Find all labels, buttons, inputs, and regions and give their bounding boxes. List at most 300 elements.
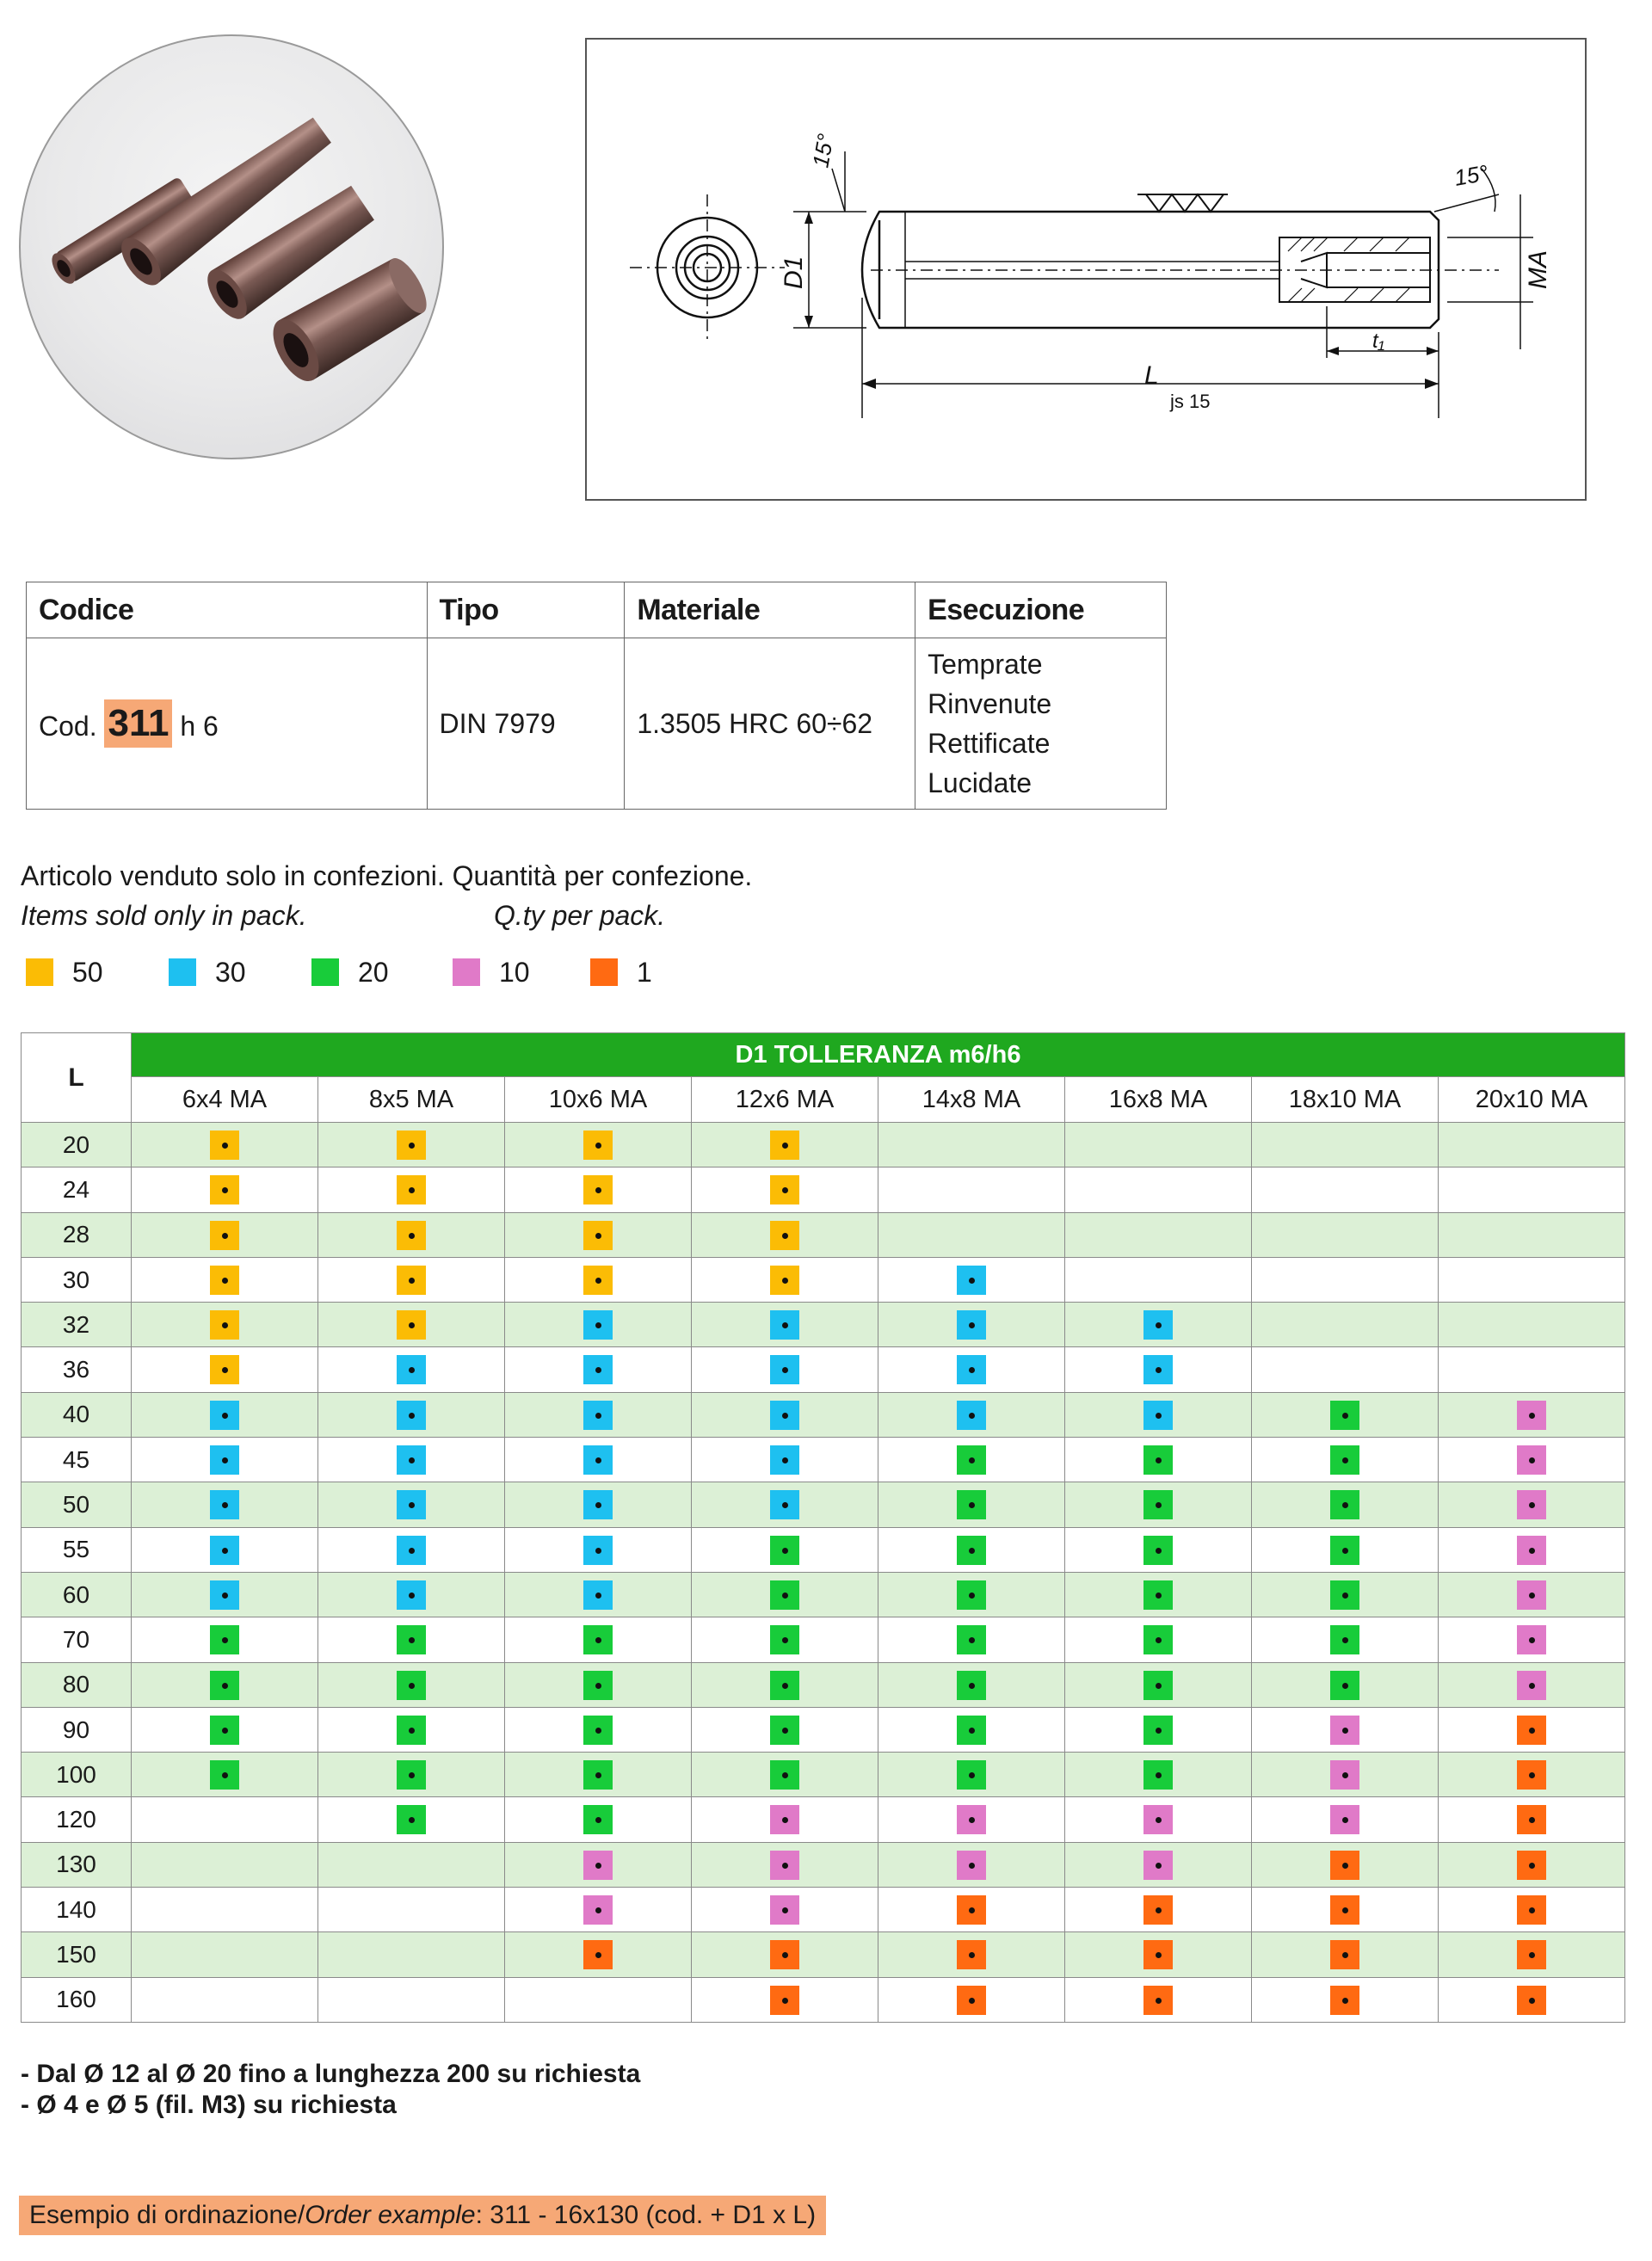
- availability-marker: [1517, 1805, 1546, 1834]
- size-column-header: 12x6 MA: [692, 1077, 878, 1123]
- availability-marker: [1517, 1445, 1546, 1475]
- availability-cell: [1439, 1753, 1625, 1797]
- availability-marker: [1517, 1536, 1546, 1565]
- availability-cell: [318, 1257, 505, 1302]
- availability-cell: [505, 1842, 692, 1887]
- availability-cell: [318, 1888, 505, 1932]
- spec-header-tipo: Tipo: [427, 582, 625, 638]
- availability-cell: [505, 1753, 692, 1797]
- legend-swatch-green: [311, 958, 339, 986]
- spec-header-row: [27, 582, 1167, 638]
- availability-marker: [397, 1221, 426, 1250]
- availability-marker: [1517, 1580, 1546, 1610]
- availability-marker: [770, 1716, 799, 1745]
- availability-cell: [692, 1167, 878, 1212]
- availability-marker: [583, 1536, 613, 1565]
- availability-marker: [770, 1445, 799, 1475]
- availability-body: [22, 1123, 1625, 2023]
- availability-cell: [1439, 1392, 1625, 1437]
- availability-marker: [210, 1175, 239, 1204]
- availability-cell: [1252, 1482, 1439, 1527]
- availability-marker: [770, 1671, 799, 1700]
- spec-header-esecuzione: Esecuzione: [915, 582, 1167, 638]
- length-cell: 80: [22, 1662, 132, 1707]
- availability-marker: [957, 1401, 986, 1430]
- size-column-header: 20x10 MA: [1439, 1077, 1625, 1123]
- availability-marker: [1517, 1760, 1546, 1790]
- technical-drawing: [585, 38, 1587, 501]
- availability-cell: [1065, 1932, 1252, 1977]
- availability-cell: [1252, 1932, 1439, 1977]
- footnote-small-diameters: - Ø 4 e Ø 5 (fil. M3) su richiesta: [21, 2091, 397, 2119]
- availability-marker: [957, 1940, 986, 1969]
- length-cell: 160: [22, 1977, 132, 2022]
- availability-marker: [583, 1625, 613, 1654]
- availability-cell: [1065, 1167, 1252, 1212]
- availability-cell: [132, 1212, 318, 1257]
- availability-marker: [397, 1130, 426, 1160]
- availability-cell: [318, 1662, 505, 1707]
- legend-swatch-blue: [169, 958, 196, 986]
- availability-cell: [1439, 1662, 1625, 1707]
- availability-cell: [505, 1932, 692, 1977]
- legend-label: 50: [72, 956, 103, 988]
- availability-marker: [1143, 1625, 1173, 1654]
- availability-marker: [210, 1760, 239, 1790]
- availability-cell: [132, 1707, 318, 1752]
- availability-marker: [397, 1490, 426, 1519]
- spec-esecuzione-cell: [915, 638, 1167, 810]
- availability-marker: [397, 1805, 426, 1834]
- availability-marker: [583, 1130, 613, 1160]
- availability-marker: [770, 1130, 799, 1160]
- availability-cell: [878, 1842, 1065, 1887]
- availability-cell: [692, 1482, 878, 1527]
- availability-marker: [583, 1716, 613, 1745]
- availability-cell: [1065, 1617, 1252, 1662]
- availability-cell: [1065, 1662, 1252, 1707]
- availability-marker: [1517, 1940, 1546, 1969]
- availability-cell: [505, 1572, 692, 1617]
- availability-marker: [1517, 1895, 1546, 1925]
- availability-marker: [1330, 1940, 1359, 1969]
- table-row: [22, 1617, 1625, 1662]
- spec-header-materiale: Materiale: [625, 582, 915, 638]
- availability-cell: [1252, 1617, 1439, 1662]
- availability-marker: [583, 1490, 613, 1519]
- availability-marker: [583, 1221, 613, 1250]
- availability-cell: [692, 1527, 878, 1572]
- availability-cell: [318, 1438, 505, 1482]
- table-row: [22, 1527, 1625, 1572]
- availability-cell: [1252, 1167, 1439, 1212]
- availability-marker: [770, 1760, 799, 1790]
- availability-cell: [1065, 1977, 1252, 2022]
- availability-marker: [397, 1625, 426, 1654]
- availability-cell: [1065, 1347, 1252, 1392]
- availability-cell: [692, 1888, 878, 1932]
- availability-marker: [957, 1355, 986, 1384]
- availability-cell: [132, 1977, 318, 2022]
- availability-marker: [397, 1760, 426, 1790]
- availability-cell: [318, 1392, 505, 1437]
- availability-cell: [1439, 1347, 1625, 1392]
- pack-note-english-items: Items sold only in pack.: [21, 900, 307, 931]
- availability-marker: [210, 1625, 239, 1654]
- availability-cell: [318, 1212, 505, 1257]
- table-row: [22, 1888, 1625, 1932]
- availability-marker: [210, 1716, 239, 1745]
- availability-cell: [878, 1438, 1065, 1482]
- availability-cell: [318, 1482, 505, 1527]
- availability-cell: [505, 1617, 692, 1662]
- availability-marker: [770, 1986, 799, 2015]
- availability-cell: [692, 1662, 878, 1707]
- availability-cell: [132, 1842, 318, 1887]
- availability-cell: [878, 1662, 1065, 1707]
- availability-marker: [1143, 1716, 1173, 1745]
- availability-marker: [1330, 1986, 1359, 2015]
- availability-cell: [1439, 1617, 1625, 1662]
- availability-cell: [505, 1438, 692, 1482]
- availability-cell: [1252, 1707, 1439, 1752]
- availability-cell: [1252, 1842, 1439, 1887]
- availability-marker: [770, 1625, 799, 1654]
- availability-cell: [505, 1392, 692, 1437]
- size-column-header: 14x8 MA: [878, 1077, 1065, 1123]
- table-row: [22, 1167, 1625, 1212]
- spec-row: [27, 638, 1167, 810]
- availability-marker: [1330, 1580, 1359, 1610]
- availability-marker: [583, 1355, 613, 1384]
- length-cell: 32: [22, 1303, 132, 1347]
- availability-marker: [770, 1940, 799, 1969]
- legend-label: 20: [358, 956, 389, 988]
- availability-marker: [583, 1760, 613, 1790]
- availability-cell: [1439, 1977, 1625, 2022]
- availability-marker: [1330, 1536, 1359, 1565]
- table-row: [22, 1303, 1625, 1347]
- esecuzione-line: Rinvenute: [928, 688, 1052, 719]
- availability-cell: [1252, 1888, 1439, 1932]
- availability-marker: [1143, 1986, 1173, 2015]
- availability-marker: [1143, 1310, 1173, 1340]
- availability-cell: [318, 1167, 505, 1212]
- availability-cell: [318, 1123, 505, 1167]
- table-row: [22, 1842, 1625, 1887]
- availability-marker: [1143, 1580, 1173, 1610]
- availability-cell: [1065, 1212, 1252, 1257]
- legend-label: 30: [215, 956, 246, 988]
- availability-marker: [770, 1580, 799, 1610]
- availability-cell: [692, 1753, 878, 1797]
- availability-cell: [1439, 1888, 1625, 1932]
- availability-marker: [957, 1805, 986, 1834]
- spec-materiale-cell: 1.3505 HRC 60÷62: [625, 638, 915, 810]
- availability-marker: [957, 1625, 986, 1654]
- availability-cell: [132, 1753, 318, 1797]
- spec-table: [26, 582, 1167, 810]
- availability-cell: [1065, 1123, 1252, 1167]
- pack-note-italian: Articolo venduto solo in confezioni. Quantità per confezione.: [21, 860, 753, 891]
- order-example: [19, 2196, 826, 2235]
- availability-cell: [1065, 1303, 1252, 1347]
- l-tolerance-label: js 15: [1170, 391, 1211, 412]
- availability-marker: [1330, 1895, 1359, 1925]
- availability-marker: [210, 1310, 239, 1340]
- size-column-header: 10x6 MA: [505, 1077, 692, 1123]
- availability-cell: [132, 1347, 318, 1392]
- length-cell: 28: [22, 1212, 132, 1257]
- table-row: [22, 1707, 1625, 1752]
- availability-cell: [878, 1123, 1065, 1167]
- length-cell: 30: [22, 1257, 132, 1302]
- length-cell: 130: [22, 1842, 132, 1887]
- availability-cell: [878, 1167, 1065, 1212]
- d1-tolerance-header: D1 TOLLERANZA m6/h6: [132, 1033, 1625, 1077]
- availability-cell: [1065, 1842, 1252, 1887]
- availability-cell: [1065, 1482, 1252, 1527]
- availability-cell: [1065, 1797, 1252, 1842]
- availability-marker: [1517, 1671, 1546, 1700]
- availability-cell: [132, 1392, 318, 1437]
- availability-marker: [1517, 1625, 1546, 1654]
- availability-cell: [1439, 1527, 1625, 1572]
- availability-cell: [318, 1753, 505, 1797]
- availability-marker: [583, 1851, 613, 1880]
- availability-marker: [210, 1671, 239, 1700]
- availability-cell: [1439, 1842, 1625, 1887]
- legend-item: [311, 955, 389, 989]
- length-cell: 120: [22, 1797, 132, 1842]
- order-label-it: Esempio di ordinazione/: [29, 2201, 305, 2229]
- availability-marker: [1143, 1760, 1173, 1790]
- availability-cell: [505, 1662, 692, 1707]
- availability-marker: [210, 1266, 239, 1295]
- availability-cell: [878, 1303, 1065, 1347]
- availability-cell: [1065, 1888, 1252, 1932]
- availability-marker: [957, 1671, 986, 1700]
- length-cell: 55: [22, 1527, 132, 1572]
- availability-cell: [1065, 1572, 1252, 1617]
- availability-cell: [318, 1617, 505, 1662]
- taper-pins-image: [21, 36, 442, 458]
- availability-cell: [692, 1977, 878, 2022]
- order-label-en: Order example: [305, 2201, 476, 2229]
- availability-cell: [1252, 1212, 1439, 1257]
- availability-cell: [878, 1932, 1065, 1977]
- availability-marker: [1143, 1805, 1173, 1834]
- availability-marker: [770, 1401, 799, 1430]
- availability-marker: [1330, 1401, 1359, 1430]
- length-cell: 60: [22, 1572, 132, 1617]
- availability-cell: [1439, 1212, 1625, 1257]
- availability-cell: [132, 1932, 318, 1977]
- availability-cell: [1439, 1167, 1625, 1212]
- availability-cell: [1252, 1438, 1439, 1482]
- length-cell: 140: [22, 1888, 132, 1932]
- availability-marker: [1330, 1490, 1359, 1519]
- table-row: [22, 1662, 1625, 1707]
- availability-cell: [132, 1438, 318, 1482]
- availability-cell: [878, 1617, 1065, 1662]
- availability-marker: [397, 1310, 426, 1340]
- size-column-header: 6x4 MA: [132, 1077, 318, 1123]
- length-cell: 45: [22, 1438, 132, 1482]
- table-row: [22, 1572, 1625, 1617]
- availability-cell: [1439, 1303, 1625, 1347]
- availability-cell: [878, 1977, 1065, 2022]
- availability-marker: [957, 1536, 986, 1565]
- availability-cell: [505, 1977, 692, 2022]
- spec-header-codice: Codice: [27, 582, 428, 638]
- availability-cell: [132, 1797, 318, 1842]
- legend-item: [453, 955, 530, 989]
- availability-cell: [1439, 1932, 1625, 1977]
- availability-cell: [318, 1303, 505, 1347]
- availability-cell: [505, 1167, 692, 1212]
- legend-label: 1: [637, 956, 652, 988]
- footnote-sizes: - Dal Ø 12 al Ø 20 fino a lunghezza 200 su richiesta: [21, 2060, 641, 2088]
- availability-cell: [692, 1392, 878, 1437]
- availability-cell: [318, 1572, 505, 1617]
- availability-cell: [132, 1482, 318, 1527]
- availability-cell: [692, 1842, 878, 1887]
- code-number: 311: [104, 699, 172, 748]
- availability-cell: [505, 1123, 692, 1167]
- table-row: [22, 1212, 1625, 1257]
- length-cell: 90: [22, 1707, 132, 1752]
- availability-cell: [505, 1347, 692, 1392]
- legend-swatch-yellow: [26, 958, 53, 986]
- availability-cell: [505, 1303, 692, 1347]
- length-cell: 20: [22, 1123, 132, 1167]
- availability-cell: [692, 1257, 878, 1302]
- length-cell: 70: [22, 1617, 132, 1662]
- availability-cell: [132, 1662, 318, 1707]
- availability-marker: [1143, 1851, 1173, 1880]
- availability-marker: [770, 1175, 799, 1204]
- availability-marker: [210, 1445, 239, 1475]
- availability-cell: [1439, 1123, 1625, 1167]
- availability-marker: [1143, 1401, 1173, 1430]
- spec-code-cell: [27, 638, 428, 810]
- availability-cell: [1065, 1438, 1252, 1482]
- availability-marker: [397, 1671, 426, 1700]
- size-column-header: 8x5 MA: [318, 1077, 505, 1123]
- availability-marker: [397, 1716, 426, 1745]
- availability-marker: [957, 1580, 986, 1610]
- availability-cell: [505, 1707, 692, 1752]
- availability-marker: [957, 1310, 986, 1340]
- availability-marker: [770, 1851, 799, 1880]
- availability-cell: [692, 1438, 878, 1482]
- availability-cell: [318, 1347, 505, 1392]
- availability-marker: [397, 1536, 426, 1565]
- availability-marker: [397, 1401, 426, 1430]
- length-cell: 100: [22, 1753, 132, 1797]
- availability-marker: [1330, 1716, 1359, 1745]
- availability-marker: [1143, 1671, 1173, 1700]
- availability-marker: [210, 1580, 239, 1610]
- availability-cell: [1252, 1392, 1439, 1437]
- code-suffix: h 6: [180, 711, 219, 742]
- availability-cell: [505, 1482, 692, 1527]
- length-column-header: L: [22, 1033, 132, 1123]
- availability-cell: [1439, 1438, 1625, 1482]
- availability-marker: [1143, 1490, 1173, 1519]
- availability-marker: [1330, 1625, 1359, 1654]
- size-header-row: [22, 1077, 1625, 1123]
- availability-marker: [957, 1445, 986, 1475]
- availability-marker: [1330, 1760, 1359, 1790]
- availability-cell: [505, 1527, 692, 1572]
- availability-cell: [1065, 1392, 1252, 1437]
- d1-label: D1: [780, 256, 808, 289]
- availability-marker: [957, 1760, 986, 1790]
- availability-cell: [1439, 1707, 1625, 1752]
- availability-marker: [1517, 1716, 1546, 1745]
- availability-marker: [583, 1175, 613, 1204]
- table-row: [22, 1347, 1625, 1392]
- availability-marker: [1517, 1851, 1546, 1880]
- availability-cell: [692, 1797, 878, 1842]
- l-label: L: [1144, 361, 1159, 390]
- length-cell: 40: [22, 1392, 132, 1437]
- availability-cell: [1252, 1257, 1439, 1302]
- availability-cell: [692, 1123, 878, 1167]
- availability-cell: [1252, 1753, 1439, 1797]
- availability-cell: [132, 1123, 318, 1167]
- availability-marker: [957, 1851, 986, 1880]
- availability-marker: [1517, 1986, 1546, 2015]
- availability-marker: [1143, 1536, 1173, 1565]
- table-row: [22, 1753, 1625, 1797]
- availability-marker: [770, 1490, 799, 1519]
- availability-cell: [692, 1572, 878, 1617]
- angle-right-label: 15°: [1452, 159, 1490, 191]
- availability-marker: [210, 1221, 239, 1250]
- availability-cell: [505, 1797, 692, 1842]
- availability-marker: [770, 1805, 799, 1834]
- availability-cell: [505, 1212, 692, 1257]
- availability-marker: [770, 1310, 799, 1340]
- availability-marker: [583, 1445, 613, 1475]
- availability-cell: [132, 1527, 318, 1572]
- length-cell: 24: [22, 1167, 132, 1212]
- availability-cell: [505, 1257, 692, 1302]
- availability-marker: [397, 1355, 426, 1384]
- availability-cell: [1252, 1347, 1439, 1392]
- availability-marker: [957, 1490, 986, 1519]
- availability-cell: [318, 1707, 505, 1752]
- availability-cell: [878, 1707, 1065, 1752]
- availability-marker: [770, 1266, 799, 1295]
- table-row: [22, 1392, 1625, 1437]
- availability-cell: [1252, 1123, 1439, 1167]
- table-row: [22, 1482, 1625, 1527]
- availability-marker: [1143, 1445, 1173, 1475]
- availability-marker: [1330, 1445, 1359, 1475]
- availability-marker: [1330, 1805, 1359, 1834]
- group-header-row: [22, 1033, 1625, 1077]
- legend-label: 10: [499, 956, 530, 988]
- availability-cell: [1252, 1572, 1439, 1617]
- availability-marker: [583, 1895, 613, 1925]
- availability-cell: [505, 1888, 692, 1932]
- product-photo: [19, 34, 444, 459]
- angle-left-label: 15°: [807, 132, 839, 170]
